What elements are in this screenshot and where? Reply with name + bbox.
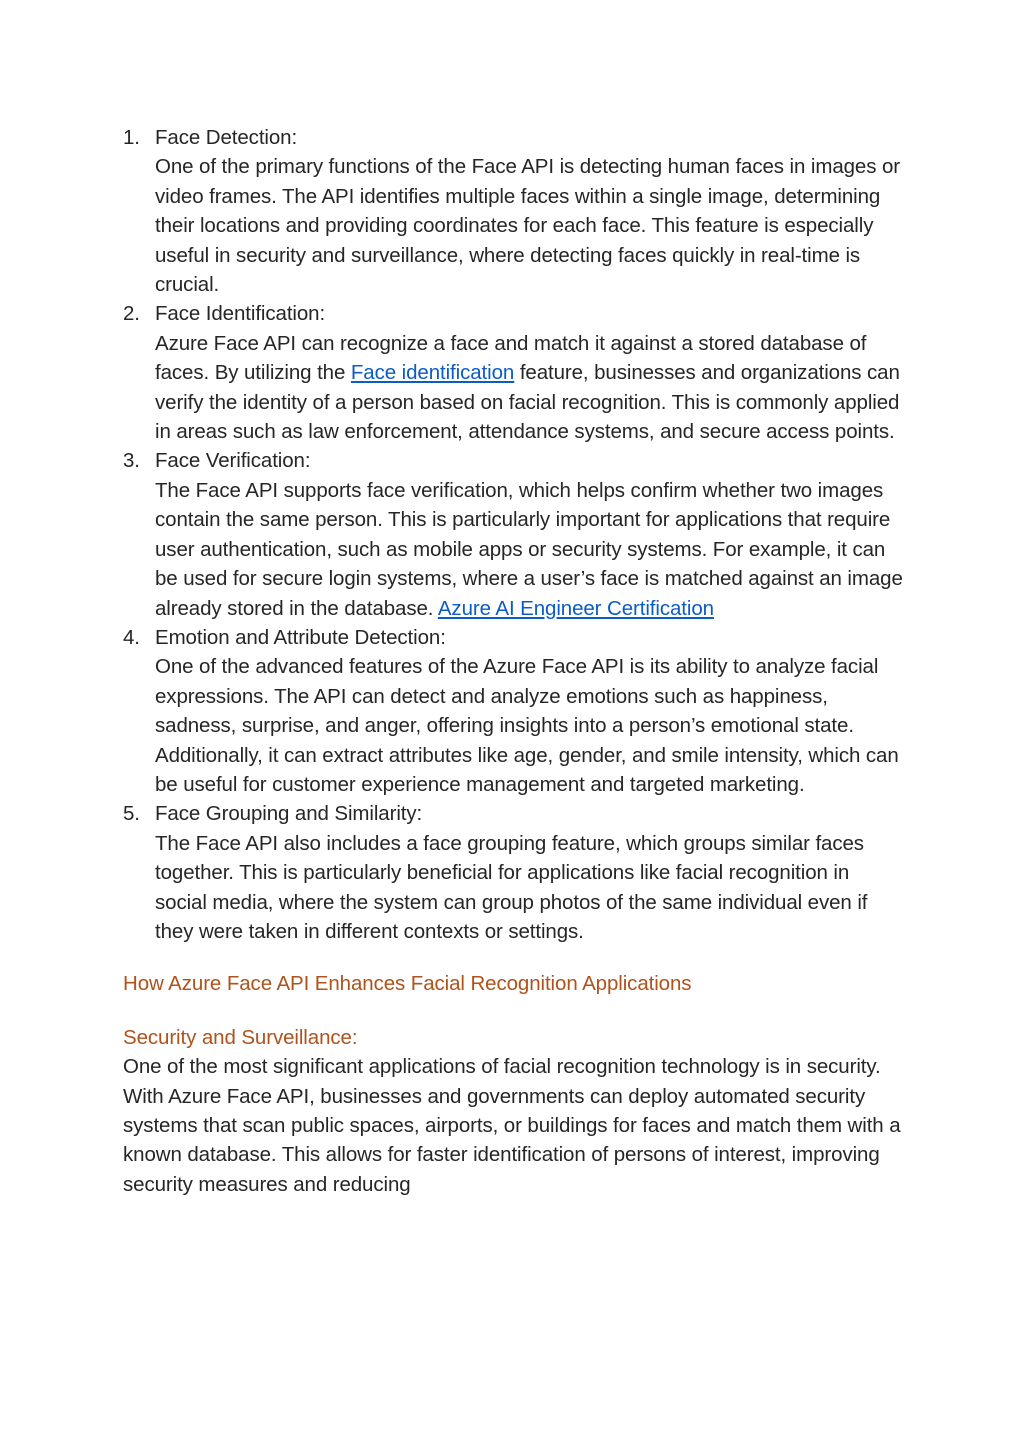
azure-ai-engineer-certification-link[interactable]: Azure AI Engineer Certification [437,596,714,620]
subsection-paragraph: One of the most significant applications of facial recognition technology is in security. With Azure Face API, businesses and governments can deploy automated security systems that scan public spaces, airports, or buildings for faces and match them with a known database. This allows for faster identification of persons of interest, improving security measures and reducing [123,1055,901,1196]
item-colon: : [416,802,423,826]
item-colon: : [440,625,446,649]
item-colon: : [304,449,311,473]
list-number: 3. [123,449,140,473]
face-identification-link[interactable]: Face identification [350,361,515,385]
list-number: 2. [123,302,140,326]
item-title: Face Detection [155,126,292,149]
features-list [123,123,903,946]
list-number: 4. [123,625,140,649]
item-body [155,476,903,623]
subsection-colon: : [351,1025,358,1049]
subsection-title: Security and Surveillance [123,1025,352,1049]
body-text: Azure Face API can recognize a face and match it against a stored database of faces. By utilizing the [155,331,867,385]
section-heading: How Azure Face API Enhances Facial Recognition Applications [123,972,692,996]
list-item [123,623,903,799]
list-item [123,123,903,299]
list-number: 5. [123,802,140,826]
list-number: 1. [123,126,140,149]
body-text: The Face API supports face verification, which helps confirm whether two images contain the same person. This is particularly important for applications that require user authentication, such as mobile apps or security systems. For example, it can be used for secure login systems, where a user’s face is matched against an image already stored in the database. [155,478,903,620]
item-title: Face Verification [155,449,305,473]
document-page [123,123,903,1199]
item-colon: : [291,126,298,149]
body-text: feature, businesses and organizations can verify the identity of a person based on facial recognition. This is commonly applied in areas such as law enforcement, attendance systems, and secure access points. [155,361,900,444]
item-title: Emotion and Attribute Detection [155,625,441,649]
item-body [155,329,903,447]
list-item [123,446,903,622]
item-title: Face Grouping and Similarity [155,802,417,826]
item-body: The Face API also includes a face grouping feature, which groups similar faces together. This is particularly beneficial for applications like facial recognition in social media, where the system can group photos of the same individual even if they were taken in different contexts or settings. [155,831,868,943]
list-item [123,299,903,446]
item-colon: : [319,302,326,326]
item-body: One of the advanced features of the Azure Face API is its ability to analyze facial expressions. The API can detect and analyze emotions such as happiness, sadness, surprise, and anger, offering insights into a person’s emotional state. Additionally, it can extract attributes like age, gender, and smile intensity, which can be useful for customer experience management and targeted marketing. [155,655,899,796]
list-item [123,799,903,946]
item-title: Face Identification [155,302,320,326]
subsection-heading [123,1023,903,1052]
item-body: One of the primary functions of the Face API is detecting human faces in images or video frames. The API identifies multiple faces within a single image, determining their locations and providing coordinates for each face. This feature is especially useful in security and surveillance, where detecting faces quickly in real-time is crucial. [155,155,900,297]
